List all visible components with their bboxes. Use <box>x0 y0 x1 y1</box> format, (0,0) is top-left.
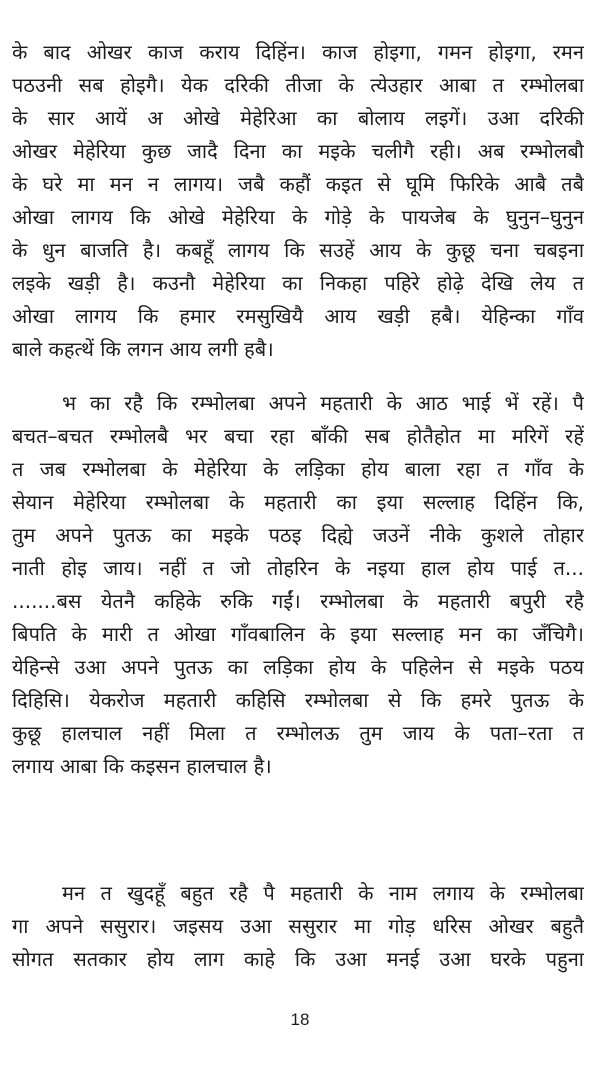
text-line: ओखा लागय कि हमार रमसुखियै आय खड़ी हबै। येहिन्का गाँव <box>12 304 584 328</box>
text-line: सेयान मेहेरिया रम्भोलबा के महतारी का इया सल्लाह दिहिंन कि, <box>12 490 584 514</box>
text-line: बचत–बचत रम्भोलबै भर बचा रहा बाँकी सब होतैहोत मा मरिगें रहें <box>12 424 584 448</box>
text-line: ओखा लागय कि ओखे मेहेरिया के गोड़े के पायजेब के घुनुन–घुनुन <box>12 205 584 229</box>
text-line: भ का रहै कि रम्भोलबा अपने महतारी के आठ भाई भें रहें। पै <box>62 391 584 415</box>
text-line: कुछू हालचाल नहीं मिला त रम्भोलऊ तुम जाय के पता–रता त <box>12 721 584 745</box>
text-line: सोगत सतकार होय लाग काहे कि उआ मनई उआ घरके पहुना <box>12 947 584 971</box>
text-line: .......बस येतनै कहिके रुकि गईं। रम्भोलबा के महतारी बपुरी रहै <box>12 589 584 613</box>
text-line: पठउनी सब होइगै। येक दरिकी तीजा के त्येउहार आबा त रम्भोलबा <box>12 73 584 97</box>
page-number: 18 <box>290 1010 310 1029</box>
text-line: बाले कहत्थें कि लगन आय लगी हबै। <box>12 337 274 361</box>
text-line: त जब रम्भोलबा के मेहेरिया के लड़िका होय बाला रहा त गाँव के <box>12 457 584 481</box>
text-line: ओखर मेहेरिया कुछ जादै दिना का मइके चलीगै रही। अब रम्भोलबौ <box>12 139 584 163</box>
text-line: तुम अपने पुतऊ का मइके पठइ दिह्ये जउनें नीके कुशले तोहार <box>12 523 584 547</box>
text-line: मन त खुदहूँ बहुत रहै पै महतारी के नाम लगाय के रम्भोलबा <box>62 881 584 905</box>
text-line: के घरे मा मन न लागय। जबै कहौं कइत से घूमि फिरिके आबै तबै <box>12 172 584 196</box>
text-line: के धुन बाजति है। कबहूँ लागय कि सउहें आय के कुछू चना चबइना <box>12 238 584 262</box>
text-line: के बाद ओखर काज कराय दिहिंन। काज होइगा, गमन होइगा, रमन <box>12 40 584 64</box>
text-line: के सार आयें अ ओखे मेहेरिआ का बोलाय लइगें। उआ दरिकी <box>12 106 584 130</box>
text-line: लइके खड़ी है। कउनौ मेहेरिया का निकहा पहिरे होढ़े देखि लेय त <box>12 271 584 295</box>
text-line: गा अपने ससुरार। जइसय उआ ससुरार मा गोड़ धरिस ओखर बहुतै <box>12 914 584 938</box>
text-line: येहिन्से उआ अपने पुतऊ का लड़िका होय के पहिलेन से मइके पठय <box>12 655 584 679</box>
text-line: बिपति के मारी त ओखा गाँवबालिन के इया सल्लाह मन का जँचिगै। <box>12 622 584 646</box>
text-line: लगाय आबा कि कइसन हालचाल है। <box>12 754 272 778</box>
text-line: दिहिसि। येकरोज महतारी कहिसि रम्भोलबा से कि हमरे पुतऊ के <box>12 688 584 712</box>
text-line: नाती होइ जाय। नहीं त जो तोहरिन के नइया हाल होय पाई त... <box>12 556 584 580</box>
